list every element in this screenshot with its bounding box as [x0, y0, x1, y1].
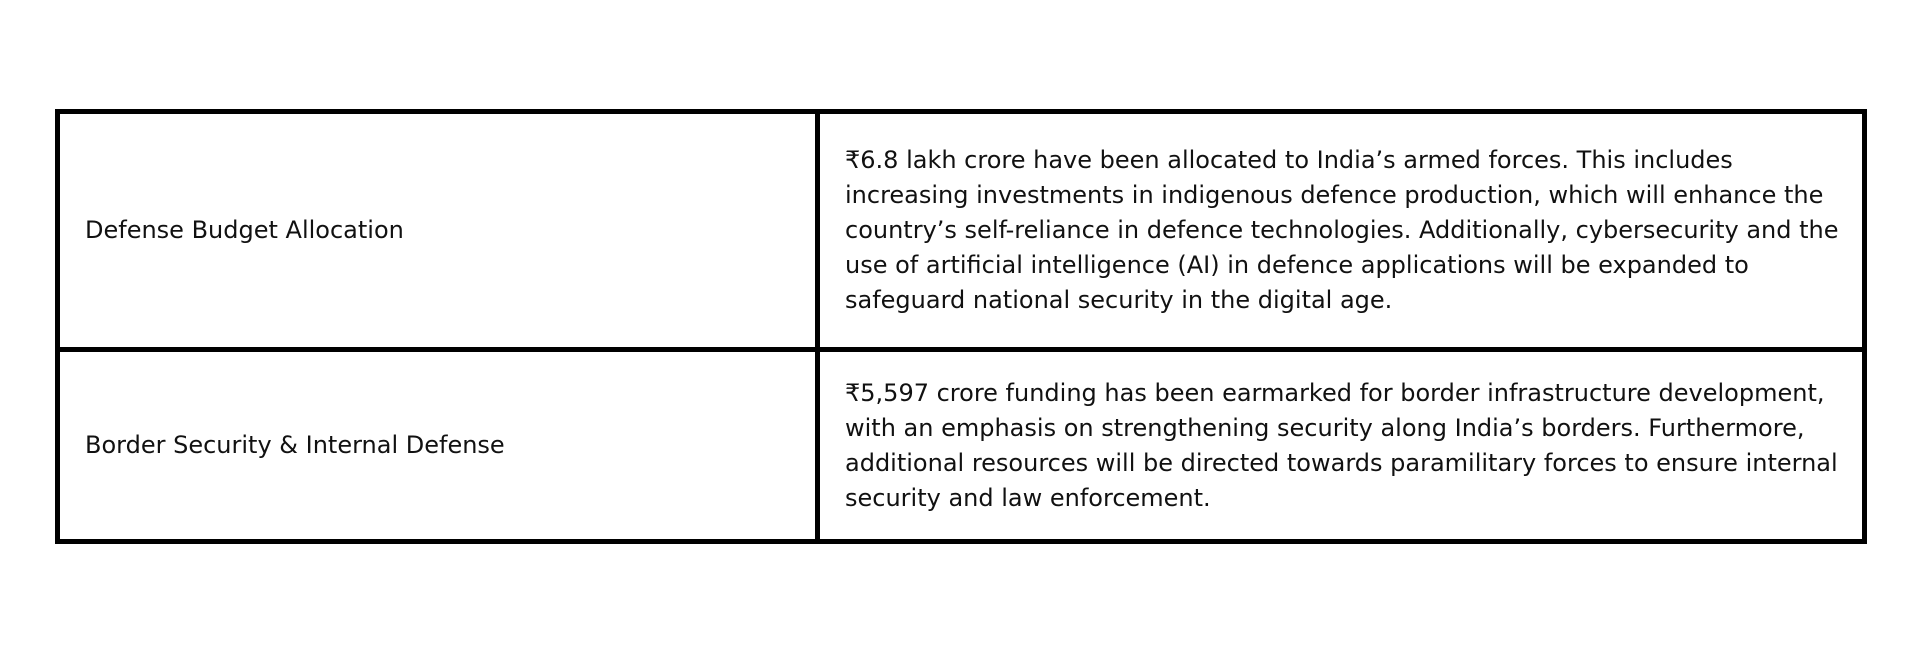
row-description-border-security: ₹5,597 crore funding has been earmarked for border infrastructure development, with an emphasis on strengthening security along India’s borders. Furthermore, additional resources will be directed towards paramilitary forces to ensure internal security and law enforcement. — [818, 350, 1865, 542]
table-row — [58, 112, 1865, 350]
defense-info-table — [55, 109, 1867, 544]
table-row — [58, 350, 1865, 542]
row-label-defense-budget: Defense Budget Allocation — [58, 112, 818, 350]
row-label-border-security: Border Security & Internal Defense — [58, 350, 818, 542]
row-description-defense-budget: ₹6.8 lakh crore have been allocated to India’s armed forces. This includes increasing investments in indigenous defence production, which will enhance the country’s self-reliance in defence technologies. Additionally, cybersecurity and the use of artificial intelligence (AI) in defence applications will be expanded to safeguard national security in the digital age. — [818, 112, 1865, 350]
